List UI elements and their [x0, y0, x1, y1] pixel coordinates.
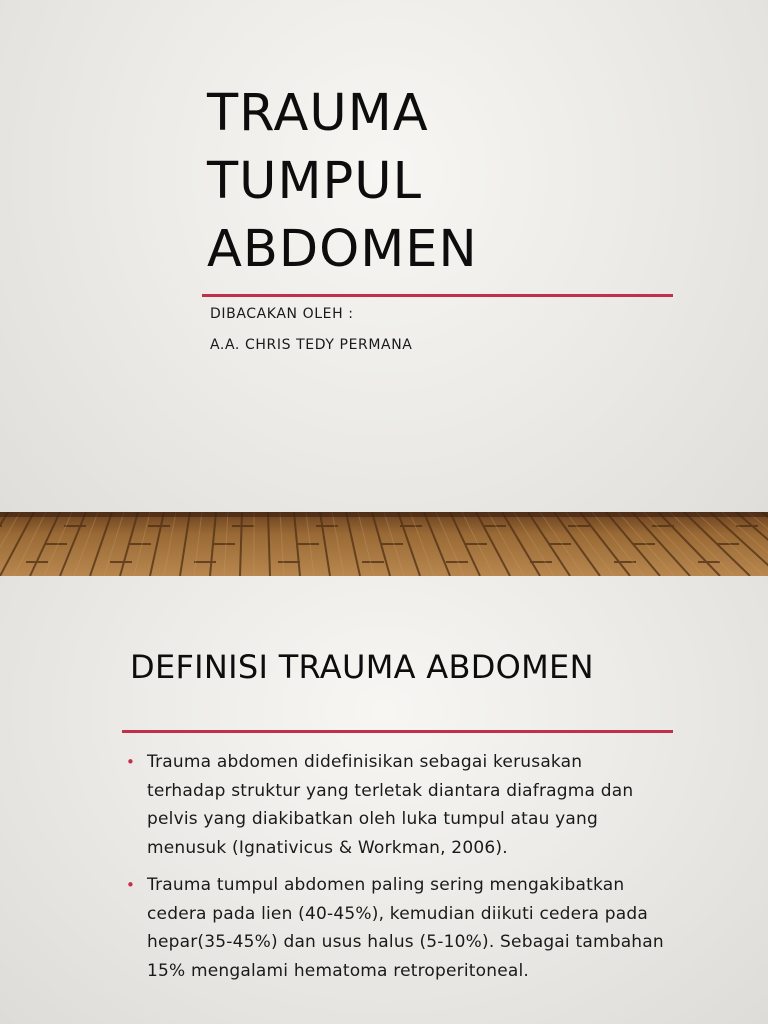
title-line: TUMPUL — [207, 152, 422, 211]
heading-divider — [122, 730, 673, 733]
bullet-item — [126, 871, 666, 985]
slide-title — [207, 80, 478, 284]
bullet-item — [126, 748, 666, 862]
title-line: ABDOMEN — [207, 220, 478, 279]
bullet-text: Trauma tumpul abdomen paling sering mengakibatkan cedera pada lien (40-45%), kemudian diikuti cedera pada hepar(35-45%) dan usus halus (5-10%). Sebagai tambahan 15% mengalami hematoma retroperitoneal. — [147, 875, 664, 981]
presenter-name: A.A. CHRIS TEDY PERMANA — [210, 337, 413, 353]
slide-heading: DEFINISI TRAUMA ABDOMEN — [130, 648, 594, 686]
title-line: TRAUMA — [207, 84, 429, 143]
definition-slide — [0, 576, 768, 1024]
presenter-label: DIBACAKAN OLEH : — [210, 306, 354, 322]
bullet-list — [126, 748, 666, 994]
bullet-icon: • — [126, 876, 136, 894]
wood-floor-image — [0, 512, 768, 576]
bullet-icon: • — [126, 753, 136, 771]
title-divider — [202, 294, 673, 297]
bullet-text: Trauma abdomen didefinisikan sebagai kerusakan terhadap struktur yang terletak diantara diafragma dan pelvis yang diakibatkan oleh luka tumpul atau yang menusuk (Ignativicus & Workman, 2006). — [147, 752, 634, 858]
